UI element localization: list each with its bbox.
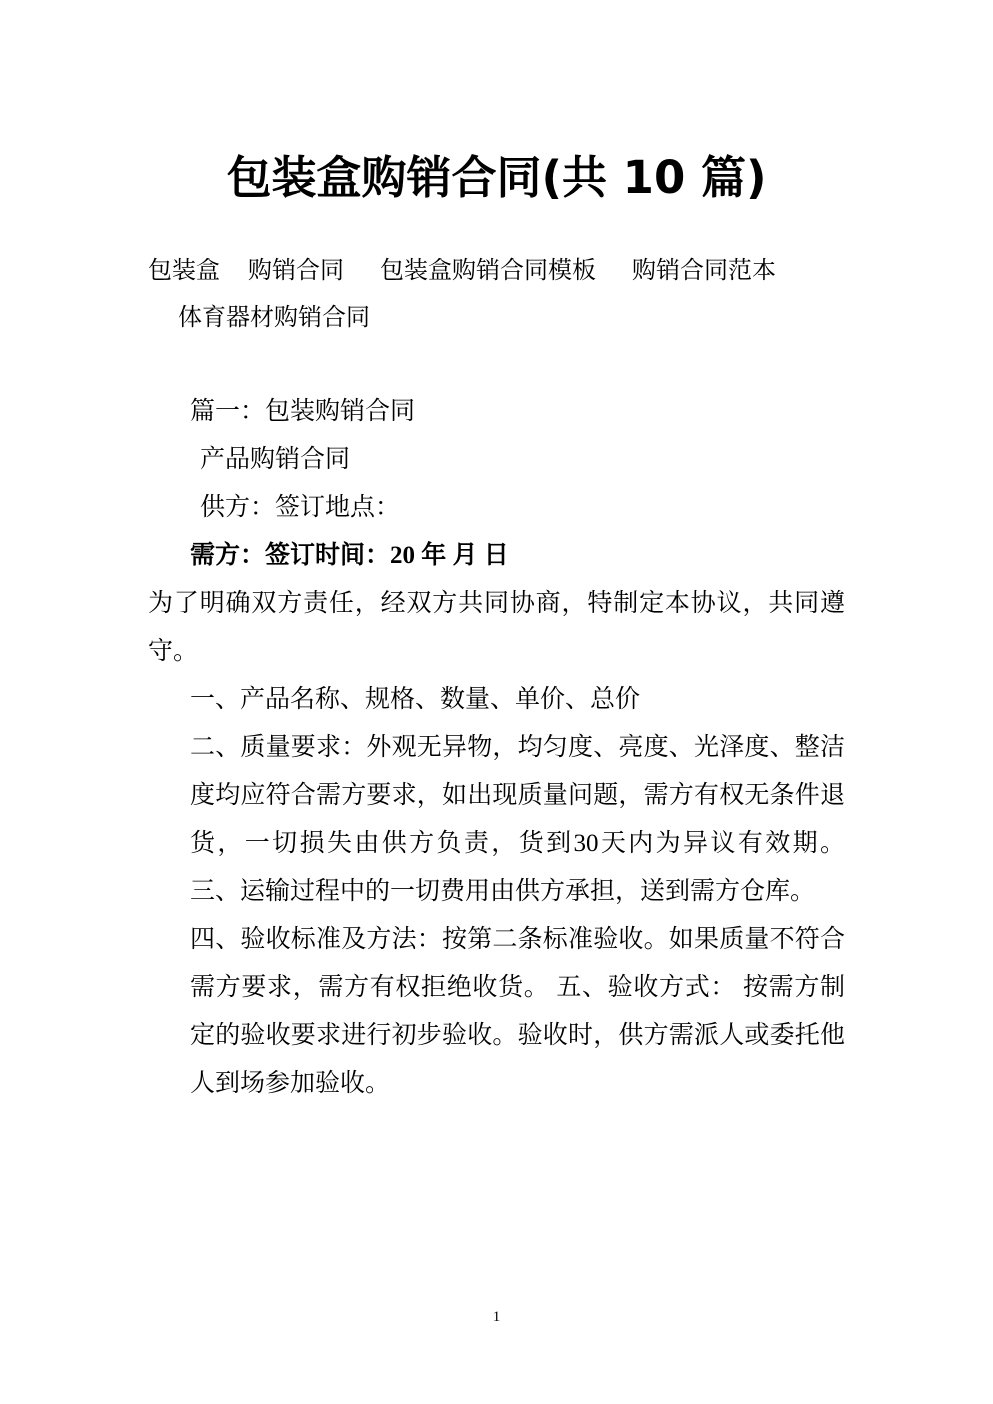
paragraph-clause-four: 四、验收标准及方法：按第二条标准验收。如果质量不符合需方要求，需方有权拒绝收货。 五、验收方式： 按需方制定的验收要求进行初步验收。验收时，供方需派人或委托他人到场参加验收。	[190, 925, 845, 1097]
keyword-item: 包装盒购销合同模板	[380, 258, 596, 285]
paragraph-preamble: 为了明确双方责任，经双方共同协商，特制定本协议，共同遵守。	[148, 589, 845, 665]
keyword-line-1	[148, 248, 845, 295]
keyword-list	[148, 248, 845, 342]
paragraph-buyer-line: 需方：签订时间：20 年 月 日	[190, 541, 509, 569]
paragraph-supplier-line: 供方：签订地点：	[200, 493, 401, 521]
keyword-item: 购销合同	[248, 258, 344, 285]
keyword-item: 购销合同范本	[632, 258, 776, 285]
paragraph-contract-title: 产品购销合同	[200, 445, 351, 473]
page-title: 包装盒购销合同(共 10 篇)	[226, 151, 767, 204]
paragraph-clause-one: 一、产品名称、规格、数量、单价、总价	[190, 685, 641, 713]
keyword-item: 包装盒	[148, 258, 220, 285]
keyword-line-2	[148, 295, 845, 342]
page-number: 1	[492, 1309, 501, 1325]
keyword-item: 体育器材购销合同	[178, 305, 370, 332]
paragraph-section-heading: 篇一：包装购销合同	[190, 397, 416, 425]
paragraph-clause-two: 二、质量要求：外观无异物，均匀度、亮度、光泽度、整洁度均应符合需方要求，如出现质量问题，需方有权无条件退货，一切损失由供方负责，货到30天内为异议有效期。 三、运输过程中的一切费用由供方承担，送到需方仓库。	[190, 733, 845, 905]
